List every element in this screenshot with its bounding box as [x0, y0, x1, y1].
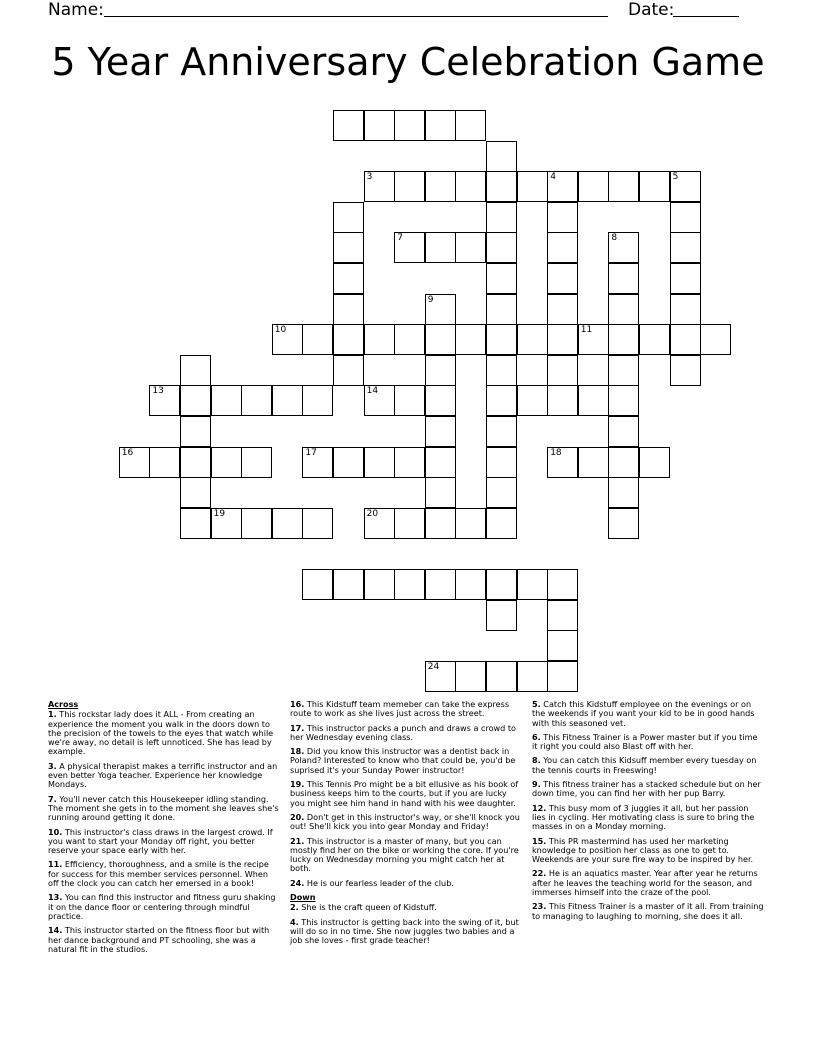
- grid-cell[interactable]: [486, 263, 517, 294]
- clue-text: You'll never catch this Housekeeper idling standing. The moment she gets in to the moment she leaves she's running around getting it done.: [48, 793, 279, 823]
- grid-cell[interactable]: [241, 447, 272, 478]
- grid-cell[interactable]: [608, 294, 639, 325]
- clue-number: 3.: [48, 760, 57, 771]
- grid-cell[interactable]: [455, 661, 486, 692]
- grid-cell[interactable]: [241, 508, 272, 539]
- grid-cell[interactable]: [486, 416, 517, 447]
- grid-cell[interactable]: [455, 232, 486, 263]
- clue-number: 17.: [290, 722, 305, 733]
- grid-cell[interactable]: [364, 508, 395, 539]
- grid-cell[interactable]: [639, 324, 670, 355]
- grid-cell[interactable]: [608, 447, 639, 478]
- clue-text: She is the craft queen of Kidstuff.: [298, 902, 437, 913]
- grid-cell[interactable]: [486, 477, 517, 508]
- grid-cell[interactable]: [333, 110, 364, 141]
- grid-cell[interactable]: [578, 171, 609, 202]
- grid-cell[interactable]: [639, 171, 670, 202]
- cell-number: 13: [152, 386, 164, 397]
- grid-cell[interactable]: [670, 263, 701, 294]
- grid-cell[interactable]: [149, 447, 180, 478]
- clue-number: 15.: [532, 835, 547, 846]
- grid-cell[interactable]: [547, 600, 578, 631]
- clue-number: 14.: [48, 925, 63, 936]
- grid-cell[interactable]: [670, 202, 701, 233]
- grid-cell[interactable]: [517, 171, 548, 202]
- grid-cell[interactable]: [486, 569, 517, 600]
- clue-number: 24.: [290, 877, 305, 888]
- grid-cell[interactable]: [364, 171, 395, 202]
- grid-cell[interactable]: [578, 324, 609, 355]
- grid-cell[interactable]: [394, 324, 425, 355]
- across-clue: [48, 828, 280, 856]
- clue-column-3: [532, 700, 764, 926]
- grid-cell[interactable]: [425, 355, 456, 386]
- clue-text: Catch this Kidstuff employee on the evenings or on the weekends if you want your kid to be in good hands with this seasoned vet.: [532, 699, 755, 728]
- grid-cell[interactable]: [364, 110, 395, 141]
- grid-cell[interactable]: [180, 385, 211, 416]
- grid-cell[interactable]: [608, 171, 639, 202]
- grid-cell[interactable]: [364, 385, 395, 416]
- grid-cell[interactable]: [333, 263, 364, 294]
- across-clue: [48, 926, 280, 954]
- grid-cell[interactable]: [333, 232, 364, 263]
- clue-number: 21.: [290, 835, 305, 846]
- cell-number: 9: [427, 294, 434, 305]
- grid-cell[interactable]: [394, 171, 425, 202]
- grid-cell[interactable]: [608, 416, 639, 447]
- cell-number: 11: [580, 325, 593, 336]
- date-label: Date:: [628, 0, 675, 20]
- clue-number: 20.: [290, 811, 305, 822]
- across-clue: [290, 879, 522, 888]
- down-clue: [532, 869, 764, 897]
- down-clue: [290, 903, 522, 912]
- grid-cell[interactable]: [425, 110, 456, 141]
- grid-cell[interactable]: [700, 324, 731, 355]
- grid-cell[interactable]: [608, 232, 639, 263]
- grid-cell[interactable]: [547, 385, 578, 416]
- grid-cell[interactable]: [486, 171, 517, 202]
- grid-cell[interactable]: [180, 477, 211, 508]
- grid-cell[interactable]: [425, 508, 456, 539]
- grid-cell[interactable]: [547, 447, 578, 478]
- grid-cell[interactable]: [425, 324, 456, 355]
- cell-number: 16: [121, 447, 134, 458]
- clue-text: This rockstar lady does it ALL - From creating an experience the moment you walk in the doors down to the precision of the towels to the eyes that watch while we're away, no detail is left unnoticed. She has lead by example.: [48, 709, 274, 757]
- grid-cell[interactable]: [486, 661, 517, 692]
- grid-cell[interactable]: [333, 447, 364, 478]
- grid-cell[interactable]: [211, 385, 242, 416]
- grid-cell[interactable]: [211, 447, 242, 478]
- cell-number: 10: [274, 325, 287, 336]
- grid-cell[interactable]: [302, 508, 333, 539]
- grid-cell[interactable]: [547, 630, 578, 661]
- clue-text: This Fitness Trainer is a Power master but if you time it right you could also Blast off with her.: [532, 731, 758, 752]
- grid-cell[interactable]: [486, 385, 517, 416]
- clue-number: 7.: [48, 793, 57, 804]
- grid-cell[interactable]: [394, 447, 425, 478]
- grid-cell[interactable]: [670, 294, 701, 325]
- grid-cell[interactable]: [425, 477, 456, 508]
- down-clue: [532, 700, 764, 728]
- clue-text: This instructor is a master of many, but you can mostly find her on the bike or working the core. If you're lucky on Wednesday morning you might catch her at both.: [290, 835, 519, 874]
- grid-cell[interactable]: [425, 569, 456, 600]
- clue-text: Did you know this instructor was a dentist back in Poland? Interested to know who that could be, you'd be suprised it's your Sunday Power instructor!: [290, 746, 516, 775]
- grid-cell[interactable]: [608, 385, 639, 416]
- grid-cell[interactable]: [425, 661, 456, 692]
- cell-number: 4: [550, 172, 556, 183]
- grid-cell[interactable]: [425, 385, 456, 416]
- across-clue: [48, 762, 280, 790]
- clue-text: Efficiency, thoroughness, and a smile is the recipe for success for this member services personnel. When off the clock you can catch her emersed in a book!: [48, 859, 269, 889]
- clue-text: You can find this instructor and fitness guru shaking it on the dance floor or centering through mindful practice.: [48, 892, 276, 921]
- grid-cell[interactable]: [486, 355, 517, 386]
- cell-number: 24: [427, 661, 440, 672]
- grid-cell[interactable]: [608, 324, 639, 355]
- grid-cell[interactable]: [394, 110, 425, 141]
- across-clue: [290, 724, 522, 743]
- across-heading: Across: [48, 699, 79, 709]
- name-label: Name:: [48, 0, 104, 20]
- cell-number: 20: [366, 508, 379, 519]
- clue-text: This Fitness Trainer is a master of it all. From training to managing to laughing to morning, she does it all.: [532, 901, 764, 921]
- clue-number: 2.: [290, 902, 299, 913]
- clue-number: 4.: [290, 916, 299, 927]
- grid-cell[interactable]: [455, 171, 486, 202]
- across-clue: [48, 795, 280, 823]
- grid-cell[interactable]: [486, 202, 517, 233]
- grid-cell[interactable]: [425, 294, 456, 325]
- grid-cell[interactable]: [394, 508, 425, 539]
- grid-cell[interactable]: [608, 477, 639, 508]
- across-clue: [290, 747, 522, 775]
- cell-number: 8: [611, 233, 618, 244]
- down-clue: [532, 804, 764, 832]
- across-clue: [290, 780, 522, 808]
- grid-cell[interactable]: [455, 508, 486, 539]
- clue-number: 23.: [532, 901, 547, 912]
- clue-number: 1.: [48, 709, 57, 720]
- grid-cell[interactable]: [547, 569, 578, 600]
- down-clue: [290, 918, 522, 946]
- cell-number: 19: [213, 508, 226, 519]
- grid-cell[interactable]: [180, 416, 211, 447]
- clue-number: 22.: [532, 868, 547, 879]
- grid-cell[interactable]: [517, 324, 548, 355]
- across-clue: [48, 893, 280, 921]
- grid-cell[interactable]: [486, 508, 517, 539]
- page-title: 5 Year Anniversary Celebration Game: [51, 40, 765, 84]
- grid-cell[interactable]: [394, 569, 425, 600]
- clue-number: 13.: [48, 892, 63, 903]
- clue-text: This busy mom of 3 juggles it all, but her passion lies in cycling. Her motivating class is sure to bring the masses in on a Monday morning.: [532, 802, 755, 832]
- grid-cell[interactable]: [272, 385, 303, 416]
- grid-cell[interactable]: [333, 355, 364, 386]
- cell-number: 5: [672, 172, 679, 183]
- grid-cell[interactable]: [486, 600, 517, 631]
- grid-cell[interactable]: [547, 263, 578, 294]
- grid-cell[interactable]: [364, 324, 395, 355]
- grid-cell[interactable]: [302, 385, 333, 416]
- cell-number: 18: [550, 447, 562, 458]
- grid-cell[interactable]: [547, 661, 578, 692]
- grid-cell[interactable]: [517, 385, 548, 416]
- grid-cell[interactable]: [608, 263, 639, 294]
- grid-cell[interactable]: [670, 324, 701, 355]
- clue-text: This PR mastermind has used her marketing knowledge to position her class as one to get to. Weekends are your sure fire way to be inspired by her.: [532, 835, 754, 865]
- grid-cell[interactable]: [670, 355, 701, 386]
- grid-cell[interactable]: [333, 202, 364, 233]
- grid-cell[interactable]: [547, 202, 578, 233]
- grid-cell[interactable]: [486, 447, 517, 478]
- grid-cell[interactable]: [333, 569, 364, 600]
- cell-number: 14: [366, 386, 379, 397]
- grid-cell[interactable]: [149, 385, 180, 416]
- grid-cell[interactable]: [517, 661, 548, 692]
- grid-cell[interactable]: [547, 232, 578, 263]
- grid-cell[interactable]: [608, 508, 639, 539]
- clue-text: This instructor started on the fitness floor but with her dance background and PT schooling, she was a natural fit in the studios.: [48, 925, 270, 954]
- grid-cell[interactable]: [425, 416, 456, 447]
- grid-cell[interactable]: [180, 508, 211, 539]
- cell-number: 17: [305, 447, 317, 458]
- clue-text: This instructor packs a punch and draws a crowd to her Wednesday evening class.: [290, 722, 517, 742]
- clue-text: A physical therapist makes a terrific instructor and an even better Yoga teacher. Experience her knowledge Mondays.: [48, 760, 278, 790]
- grid-cell[interactable]: [547, 324, 578, 355]
- clue-number: 9.: [532, 779, 541, 790]
- grid-cell[interactable]: [302, 324, 333, 355]
- clue-text: You can catch this Kidsuff member every tuesday on the tennis courts in Freeswing!: [532, 755, 757, 775]
- clue-number: 10.: [48, 826, 63, 837]
- clue-number: 5.: [532, 699, 541, 709]
- grid-cell[interactable]: [425, 447, 456, 478]
- grid-cell[interactable]: [364, 447, 395, 478]
- across-clue: [290, 700, 522, 719]
- clue-text: He is our fearless leader of the club.: [304, 877, 454, 888]
- grid-cell[interactable]: [455, 569, 486, 600]
- grid-cell[interactable]: [394, 232, 425, 263]
- grid-cell[interactable]: [241, 385, 272, 416]
- grid-cell[interactable]: [547, 355, 578, 386]
- grid-cell[interactable]: [486, 294, 517, 325]
- grid-cell[interactable]: [333, 294, 364, 325]
- grid-cell[interactable]: [639, 447, 670, 478]
- clue-text: This instructor's class draws in the largest crowd. If you want to start your Monday off right, you better reserve your space early with her.: [48, 826, 273, 856]
- clue-column-1: [48, 700, 280, 959]
- grid-cell[interactable]: [670, 232, 701, 263]
- cell-number: 3: [366, 172, 373, 183]
- clue-number: 11.: [48, 859, 63, 870]
- grid-cell[interactable]: [547, 171, 578, 202]
- grid-cell[interactable]: [486, 232, 517, 263]
- across-clue: [290, 813, 522, 832]
- clue-text: He is an aquatics master. Year after year he returns after he leaves the teaching world for the season, and immerses himself into the craze of the pool.: [532, 868, 758, 898]
- down-clue: [532, 733, 764, 752]
- clue-text: Don't get in this instructor's way, or she'll knock you out! She'll kick you into gear Monday and Friday!: [290, 811, 520, 832]
- grid-cell[interactable]: [364, 569, 395, 600]
- grid-cell[interactable]: [578, 385, 609, 416]
- grid-cell[interactable]: [455, 110, 486, 141]
- grid-cell[interactable]: [302, 447, 333, 478]
- grid-cell[interactable]: [119, 447, 150, 478]
- down-clue: [532, 837, 764, 865]
- grid-cell[interactable]: [272, 508, 303, 539]
- grid-cell[interactable]: [394, 385, 425, 416]
- clue-text: This fitness trainer has a stacked schedule but on her down time, you can find her with her pup Barry.: [532, 779, 761, 799]
- grid-cell[interactable]: [180, 355, 211, 386]
- clue-text: This Kidstuff team memeber can take the express route to work as she lives just across the street.: [290, 699, 510, 719]
- grid-cell[interactable]: [425, 232, 456, 263]
- grid-cell[interactable]: [517, 569, 548, 600]
- grid-cell[interactable]: [211, 508, 242, 539]
- down-heading: Down: [290, 892, 316, 903]
- down-clue: [532, 780, 764, 799]
- grid-cell[interactable]: [425, 171, 456, 202]
- grid-cell[interactable]: [180, 447, 211, 478]
- clue-number: 18.: [290, 746, 305, 757]
- clue-number: 6.: [532, 731, 541, 742]
- grid-cell[interactable]: [670, 171, 701, 202]
- grid-cell[interactable]: [486, 141, 517, 172]
- grid-cell[interactable]: [272, 324, 303, 355]
- clue-number: 16.: [290, 699, 305, 709]
- grid-cell[interactable]: [333, 324, 364, 355]
- grid-cell[interactable]: [547, 294, 578, 325]
- grid-cell[interactable]: [302, 569, 333, 600]
- clue-number: 12.: [532, 802, 547, 813]
- across-clue: [48, 710, 280, 756]
- grid-cell[interactable]: [486, 324, 517, 355]
- down-clue: [532, 902, 764, 921]
- clue-column-2: [290, 700, 522, 951]
- grid-cell[interactable]: [578, 447, 609, 478]
- clue-number: 8.: [532, 755, 541, 766]
- grid-cell[interactable]: [455, 324, 486, 355]
- grid-cell[interactable]: [608, 355, 639, 386]
- clue-number: 19.: [290, 779, 305, 790]
- down-clue: [532, 756, 764, 775]
- cell-number: 7: [397, 233, 403, 244]
- clue-text: This instructor is getting back into the swing of it, but will do so in no time. She now juggles two babies and a job she loves - first grade teacher!: [290, 916, 519, 946]
- clue-text: This Tennis Pro might be a bit ellusive as his book of business keeps him to the courts, but if you are lucky you might see him hand in hand with his wee daughter.: [290, 779, 519, 808]
- across-clue: [290, 837, 522, 874]
- across-clue: [48, 860, 280, 888]
